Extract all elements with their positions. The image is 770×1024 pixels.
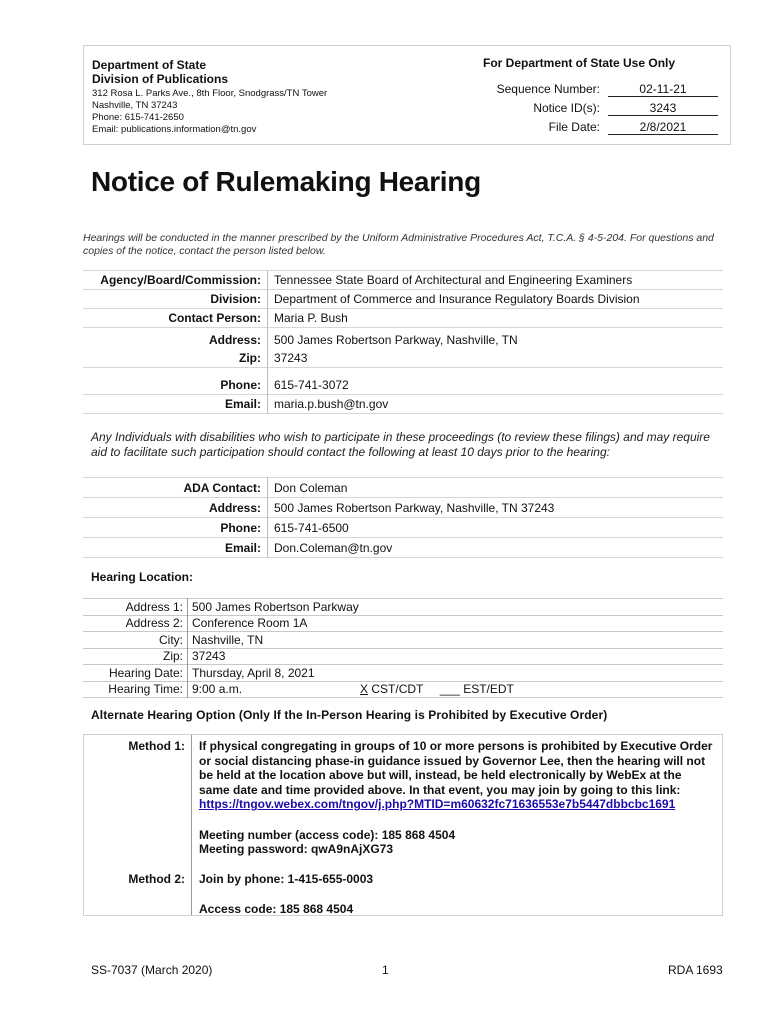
file-date-value: 2/8/2021 xyxy=(608,120,718,135)
division-value: Department of Commerce and Insurance Regulatory Boards Division xyxy=(274,292,640,306)
ada-address-value: 500 James Robertson Parkway, Nashville, TN 37243 xyxy=(274,500,555,515)
time-zone-options xyxy=(356,681,723,698)
sequence-value: 02-11-21 xyxy=(608,82,718,97)
division-label: Division: xyxy=(83,290,268,309)
rda-number: RDA 1693 xyxy=(668,963,723,977)
dept-city: Nashville, TN 37243 xyxy=(92,100,178,111)
phone-label: Phone: xyxy=(83,376,268,395)
dept-phone: Phone: 615-741-2650 xyxy=(92,112,184,123)
hearing-location-title: Hearing Location: xyxy=(91,570,194,584)
meeting-number: Meeting number (access code): 185 868 4504 xyxy=(199,827,456,842)
ada-phone-label: Phone: xyxy=(83,518,268,538)
alternate-hearing-title: Alternate Hearing Option (Only If the In-Person Hearing is Prohibited by Executive Order) xyxy=(91,708,608,722)
intro-text: Hearings will be conducted in the manner prescribed by the Uniform Administrative Procedures Act, T.C.A. § 4-5-204. For questions and copies of the notice, contact the person listed below. xyxy=(83,232,714,257)
use-only-heading: For Department of State Use Only xyxy=(483,56,676,70)
dept-line-2: Division of Publications xyxy=(92,72,229,86)
email-value: maria.p.bush@tn.gov xyxy=(274,397,389,411)
notice-row xyxy=(420,101,718,116)
meeting-password: Meeting password: qwA9nAjXG73 xyxy=(199,842,394,856)
notice-label: Notice ID(s): xyxy=(533,101,600,115)
hearing-time-value: 9:00 a.m. xyxy=(192,682,243,697)
city-label: City: xyxy=(83,632,188,649)
address1-value: 500 James Robertson Parkway xyxy=(192,599,359,614)
est-label: EST/EDT xyxy=(463,682,514,697)
method2-body xyxy=(199,872,714,916)
address2-label: Address 2: xyxy=(83,615,188,632)
ada-contact-label: ADA Contact: xyxy=(83,478,268,498)
dept-email: Email: publications.information@tn.gov xyxy=(92,124,257,135)
ada-table xyxy=(83,477,723,558)
ada-email-label: Email: xyxy=(83,538,268,558)
hearing-time-label: Hearing Time: xyxy=(83,681,188,698)
sequence-label: Sequence Number: xyxy=(496,82,600,96)
cst-mark: X xyxy=(360,682,369,697)
agency-table xyxy=(83,270,723,414)
methods-divider xyxy=(191,735,192,915)
hearing-date-value: Thursday, April 8, 2021 xyxy=(192,665,315,680)
page-title: Notice of Rulemaking Hearing xyxy=(91,166,481,197)
agency-label: Agency/Board/Commission: xyxy=(83,271,268,290)
dept-address: 312 Rosa L. Parks Ave., 8th Floor, Snodgrass/TN Tower xyxy=(92,88,328,99)
ada-note: Any Individuals with disabilities who wish to participate in these proceedings (to review these filings) and may require aid to facilitate such participation should contact the following at least 10 days prior to the hearing: xyxy=(91,430,710,459)
notice-value: 3243 xyxy=(608,101,718,116)
sequence-row xyxy=(420,82,718,97)
method2-phone: Join by phone: 1-415-655-0003 xyxy=(199,872,374,886)
method1-body xyxy=(199,739,714,857)
method2-label: Method 2: xyxy=(128,872,185,886)
file-date-row xyxy=(420,120,718,135)
department-contact xyxy=(92,88,327,136)
address-label: Address: xyxy=(83,331,268,349)
department-name xyxy=(92,58,228,86)
agency-value: Tennessee State Board of Architectural and Engineering Examiners xyxy=(274,273,633,287)
method1-text: If physical congregating in groups of 10 or more persons is prohibited by Executive Order or social distancing phase-in guidance issued by Governor Lee, then the hearing will not be held at the location above but will, instead, be held electronically by WebEx at the same date and time provided above. In that event, you may join by going to this link: xyxy=(199,739,713,797)
location-zip-value: 37243 xyxy=(192,649,226,664)
address2-value: Conference Room 1A xyxy=(192,616,308,631)
address-value: 500 James Robertson Parkway, Nashville, TN xyxy=(274,333,518,347)
contact-value: Maria P. Bush xyxy=(274,311,348,325)
ada-address-label: Address: xyxy=(83,498,268,518)
cst-label: CST/CDT xyxy=(371,682,424,697)
page-number: 1 xyxy=(382,963,389,977)
method1-label: Method 1: xyxy=(128,739,185,753)
ada-contact-value: Don Coleman xyxy=(274,480,348,495)
contact-label: Contact Person: xyxy=(83,309,268,328)
access-code: Access code: 185 868 4504 xyxy=(199,901,354,916)
est-mark: ___ xyxy=(439,682,460,697)
ada-email-value: Don.Coleman@tn.gov xyxy=(274,540,393,555)
ada-phone-value: 615-741-6500 xyxy=(274,520,349,535)
webex-link[interactable]: https://tngov.webex.com/tngov/j.php?MTID=m60632fc71636553e7b5447dbbcbc1691 xyxy=(199,797,676,811)
file-date-label: File Date: xyxy=(548,120,600,134)
location-zip-label: Zip: xyxy=(83,648,188,665)
city-value: Nashville, TN xyxy=(192,632,264,647)
form-number: SS-7037 (March 2020) xyxy=(91,963,213,977)
address1-label: Address 1: xyxy=(83,599,188,616)
hearing-location-table xyxy=(83,598,723,698)
zip-label: Zip: xyxy=(83,349,268,368)
phone-value: 615-741-3072 xyxy=(274,378,349,392)
email-label: Email: xyxy=(83,395,268,414)
zip-value: 37243 xyxy=(274,351,308,365)
dept-line-1: Department of State xyxy=(92,58,207,72)
hearing-date-label: Hearing Date: xyxy=(83,665,188,682)
